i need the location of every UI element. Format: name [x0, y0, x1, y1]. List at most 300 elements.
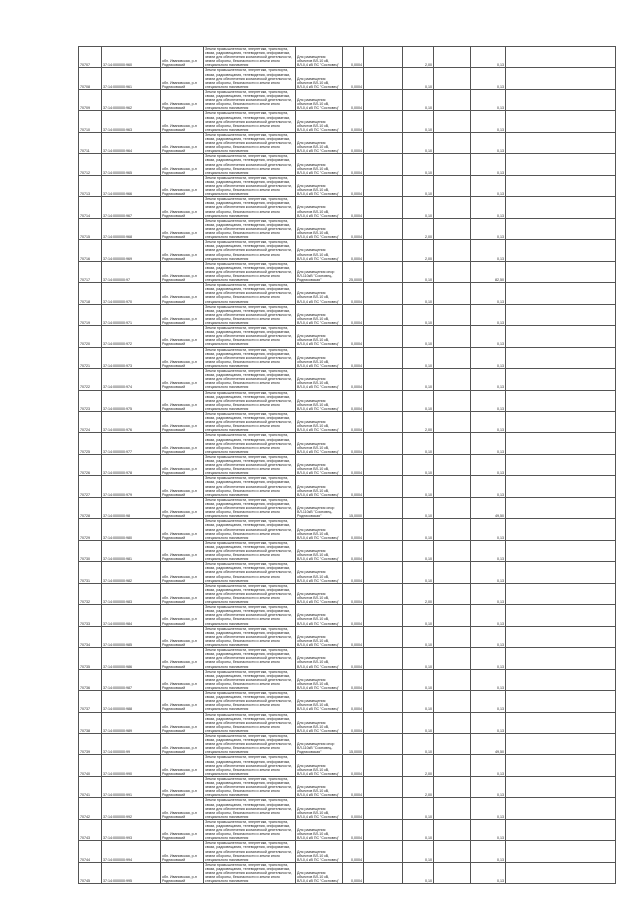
empty-cell — [364, 798, 403, 819]
land-category-cell: Земли промышленности, энергетики, транспорта, связи, радиовещания, телевидения, информатики, земли для обеспечения космической деятельности, земли обороны, безопасности и земли иного специального назначения — [204, 390, 296, 411]
row-number: 70730 — [79, 540, 102, 561]
table-row — [79, 583, 616, 604]
row-number: 70735 — [79, 648, 102, 669]
amount-cell: 0,13 — [471, 583, 506, 604]
address-cell: обл. Ивановская, р-н Родниковский — [161, 154, 204, 175]
empty-cell — [434, 819, 471, 840]
amount-cell: 0,13 — [471, 841, 506, 862]
amount-cell: 0,13 — [471, 154, 506, 175]
empty-cell — [506, 197, 616, 218]
land-category-cell: Земли промышленности, энергетики, транспорта, связи, радиовещания, телевидения, информатики, земли для обеспечения космической деятельности, земли обороны, безопасности и земли иного специального назначения — [204, 154, 296, 175]
price-cell: 0,10 — [403, 175, 434, 196]
empty-cell — [506, 304, 616, 325]
row-number: 70721 — [79, 347, 102, 368]
empty-cell — [364, 283, 403, 304]
row-number: 70724 — [79, 411, 102, 432]
land-category-cell: Земли промышленности, энергетики, транспорта, связи, радиовещания, телевидения, информатики, земли для обеспечения космической деятельности, земли обороны, безопасности и земли иного специального назначения — [204, 583, 296, 604]
price-cell: 0,10 — [403, 89, 434, 110]
empty-cell — [364, 154, 403, 175]
cadastral-number: 37:14:000000:988 — [102, 691, 161, 712]
cadastral-number: 37:14:000000:965 — [102, 154, 161, 175]
area-cell: 0,0004 — [343, 111, 364, 132]
address-cell: обл. Ивановская, р-н Родниковский — [161, 369, 204, 390]
empty-cell — [364, 390, 403, 411]
amount-cell: 0,13 — [471, 605, 506, 626]
table-row — [79, 562, 616, 583]
cadastral-number: 37:14:000000:962 — [102, 89, 161, 110]
cadastral-number: 37:14:000000:98 — [102, 497, 161, 518]
address-cell: обл. Ивановская, р-н Родниковский — [161, 691, 204, 712]
table-row — [79, 197, 616, 218]
area-cell: 0,0004 — [343, 519, 364, 540]
area-cell: 0,0004 — [343, 540, 364, 561]
permitted-use-cell: Для размещения объектов ВЛ-10 кВ, ВЛ-0,4 кВ ПС "Сосновец" — [296, 454, 343, 475]
land-category-cell: Земли промышленности, энергетики, транспорта, связи, радиовещания, телевидения, информатики, земли для обеспечения космической деятельности, земли обороны, безопасности и земли иного специального назначения — [204, 734, 296, 755]
permitted-use-cell: Для размещения объектов ВЛ-10 кВ, ВЛ-0,4 кВ ПС "Сосновец" — [296, 283, 343, 304]
row-number: 70707 — [79, 47, 102, 68]
row-number: 70731 — [79, 562, 102, 583]
empty-cell — [364, 68, 403, 89]
amount-cell: 0,13 — [471, 390, 506, 411]
empty-cell — [364, 776, 403, 797]
empty-cell — [506, 175, 616, 196]
permitted-use-cell: Для размещения объектов ВЛ-10 кВ, ВЛ-0,4 кВ ПС "Сосновец" — [296, 519, 343, 540]
address-cell: обл. Ивановская, р-н Родниковский — [161, 476, 204, 497]
empty-cell — [506, 132, 616, 153]
row-number: 70743 — [79, 819, 102, 840]
row-number: 70723 — [79, 390, 102, 411]
empty-cell — [364, 433, 403, 454]
amount-cell: 0,13 — [471, 540, 506, 561]
empty-cell — [434, 669, 471, 690]
address-cell: обл. Ивановская, р-н Родниковский — [161, 583, 204, 604]
table-row — [79, 691, 616, 712]
empty-cell — [506, 776, 616, 797]
empty-cell — [506, 626, 616, 647]
cadastral-number: 37:14:000000:961 — [102, 68, 161, 89]
price-cell: 0,10 — [403, 197, 434, 218]
row-number: 70729 — [79, 519, 102, 540]
amount-cell: 0,13 — [471, 691, 506, 712]
amount-cell: 0,13 — [471, 712, 506, 733]
amount-cell: 0,13 — [471, 47, 506, 68]
amount-cell: 0,13 — [471, 369, 506, 390]
permitted-use-cell: Для размещения объектов ВЛ-10 кВ, ВЛ-0,4 кВ ПС "Сосновец" — [296, 89, 343, 110]
area-cell: 0,0004 — [343, 132, 364, 153]
price-cell: 0,10 — [403, 304, 434, 325]
permitted-use-cell: Для размещения объектов ВЛ-10 кВ, ВЛ-0,4 кВ ПС "Сосновец" — [296, 562, 343, 583]
empty-cell — [434, 240, 471, 261]
address-cell: обл. Ивановская, р-н Родниковский — [161, 261, 204, 282]
cadastral-number: 37:14:000000:981 — [102, 540, 161, 561]
table-row — [79, 540, 616, 561]
permitted-use-cell: Для размещения объектов ВЛ-10 кВ, ВЛ-0,4 кВ ПС "Сосновец" — [296, 47, 343, 68]
land-category-cell: Земли промышленности, энергетики, транспорта, связи, радиовещания, телевидения, информатики, земли для обеспечения космической деятельности, земли обороны, безопасности и земли иного специального назначения — [204, 89, 296, 110]
table-row — [79, 283, 616, 304]
address-cell: обл. Ивановская, р-н Родниковский — [161, 283, 204, 304]
address-cell: обл. Ивановская, р-н Родниковский — [161, 626, 204, 647]
empty-cell — [364, 626, 403, 647]
row-number: 70734 — [79, 626, 102, 647]
amount-cell: 0,13 — [471, 218, 506, 239]
permitted-use-cell: Для размещения объектов ВЛ-10 кВ, ВЛ-0,4 кВ ПС "Сосновец" — [296, 411, 343, 432]
amount-cell: 0,13 — [471, 626, 506, 647]
empty-cell — [506, 326, 616, 347]
cadastral-number: 37:14:000000:968 — [102, 218, 161, 239]
empty-cell — [434, 626, 471, 647]
cadastral-number: 37:14:000000:970 — [102, 283, 161, 304]
area-cell: 0,0004 — [343, 175, 364, 196]
empty-cell — [506, 755, 616, 776]
area-cell: 0,0004 — [343, 454, 364, 475]
table-row — [79, 776, 616, 797]
cadastral-number: 37:14:000000:995 — [102, 862, 161, 883]
empty-cell — [434, 111, 471, 132]
amount-cell: 0,13 — [471, 175, 506, 196]
land-category-cell: Земли промышленности, энергетики, транспорта, связи, радиовещания, телевидения, информатики, земли для обеспечения космической деятельности, земли обороны, безопасности и земли иного специального назначения — [204, 111, 296, 132]
land-category-cell: Земли промышленности, энергетики, транспорта, связи, радиовещания, телевидения, информатики, земли для обеспечения космической деятельности, земли обороны, безопасности и земли иного специального назначения — [204, 454, 296, 475]
row-number: 70709 — [79, 89, 102, 110]
empty-cell — [364, 669, 403, 690]
table-row — [79, 755, 616, 776]
permitted-use-cell: Для размещения опор ВЛ-110кВ "Сосновец-Родниковская" — [296, 734, 343, 755]
price-cell: 0,10 — [403, 605, 434, 626]
address-cell: обл. Ивановская, р-н Родниковский — [161, 605, 204, 626]
permitted-use-cell: Для размещения объектов ВЛ-10 кВ, ВЛ-0,4 кВ ПС "Сосновец" — [296, 476, 343, 497]
row-number: 70745 — [79, 862, 102, 883]
land-category-cell: Земли промышленности, энергетики, транспорта, связи, радиовещания, телевидения, информатики, земли для обеспечения космической деятельности, земли обороны, безопасности и земли иного специального назначения — [204, 68, 296, 89]
cadastral-number: 37:14:000000:963 — [102, 111, 161, 132]
row-number: 70718 — [79, 283, 102, 304]
table-row — [79, 89, 616, 110]
address-cell: обл. Ивановская, р-н Родниковский — [161, 304, 204, 325]
address-cell: обл. Ивановская, р-н Родниковский — [161, 326, 204, 347]
cadastral-number: 37:14:000000:960 — [102, 47, 161, 68]
empty-cell — [506, 583, 616, 604]
land-category-cell: Земли промышленности, энергетики, транспорта, связи, радиовещания, телевидения, информатики, земли для обеспечения космической деятельности, земли обороны, безопасности и земли иного специального назначения — [204, 776, 296, 797]
price-cell: 0,10 — [403, 497, 434, 518]
area-cell: 0,0004 — [343, 583, 364, 604]
empty-cell — [364, 819, 403, 840]
table-row — [79, 154, 616, 175]
row-number: 70740 — [79, 755, 102, 776]
permitted-use-cell: Для размещения объектов ВЛ-10 кВ, ВЛ-0,4 кВ ПС "Сосновец" — [296, 326, 343, 347]
cadastral-number: 37:14:000000:964 — [102, 132, 161, 153]
amount-cell: 0,13 — [471, 304, 506, 325]
address-cell: обл. Ивановская, р-н Родниковский — [161, 734, 204, 755]
price-cell: 0,10 — [403, 68, 434, 89]
empty-cell — [434, 89, 471, 110]
table-row — [79, 68, 616, 89]
empty-cell — [506, 540, 616, 561]
empty-cell — [506, 154, 616, 175]
address-cell: обл. Ивановская, р-н Родниковский — [161, 111, 204, 132]
cadastral-number: 37:14:000000:99 — [102, 734, 161, 755]
row-number: 70710 — [79, 111, 102, 132]
table-row — [79, 433, 616, 454]
row-number: 70715 — [79, 218, 102, 239]
cadastral-number: 37:14:000000:969 — [102, 240, 161, 261]
empty-cell — [434, 841, 471, 862]
amount-cell: 0,13 — [471, 132, 506, 153]
land-category-cell: Земли промышленности, энергетики, транспорта, связи, радиовещания, телевидения, информатики, земли для обеспечения космической деятельности, земли обороны, безопасности и земли иного специального назначения — [204, 648, 296, 669]
empty-cell — [434, 218, 471, 239]
table-row — [79, 605, 616, 626]
address-cell: обл. Ивановская, р-н Родниковский — [161, 347, 204, 368]
empty-cell — [364, 562, 403, 583]
area-cell: 0,0004 — [343, 68, 364, 89]
land-category-cell: Земли промышленности, энергетики, транспорта, связи, радиовещания, телевидения, информатики, земли для обеспечения космической деятельности, земли обороны, безопасности и земли иного специального назначения — [204, 819, 296, 840]
land-category-cell: Земли промышленности, энергетики, транспорта, связи, радиовещания, телевидения, информатики, земли для обеспечения космической деятельности, земли обороны, безопасности и земли иного специального назначения — [204, 240, 296, 261]
empty-cell — [364, 47, 403, 68]
permitted-use-cell: Для размещения объектов ВЛ-10 кВ, ВЛ-0,4 кВ ПС "Сосновец" — [296, 175, 343, 196]
table-row — [79, 304, 616, 325]
price-cell: 0,10 — [403, 626, 434, 647]
price-cell: 2,00 — [403, 776, 434, 797]
land-category-cell: Земли промышленности, энергетики, транспорта, связи, радиовещания, телевидения, информатики, земли для обеспечения космической деятельности, земли обороны, безопасности и земли иного специального назначения — [204, 862, 296, 883]
empty-cell — [506, 68, 616, 89]
address-cell: обл. Ивановская, р-н Родниковский — [161, 755, 204, 776]
empty-cell — [434, 476, 471, 497]
cadastral-number: 37:14:000000:966 — [102, 175, 161, 196]
address-cell: обл. Ивановская, р-н Родниковский — [161, 218, 204, 239]
price-cell: 0,10 — [403, 819, 434, 840]
empty-cell — [506, 519, 616, 540]
cadastral-number: 37:14:000000:992 — [102, 798, 161, 819]
amount-cell: 49,50 — [471, 497, 506, 518]
amount-cell: 0,13 — [471, 648, 506, 669]
area-cell: 0,0004 — [343, 197, 364, 218]
empty-cell — [506, 712, 616, 733]
empty-cell — [506, 648, 616, 669]
land-category-cell: Земли промышленности, энергетики, транспорта, связи, радиовещания, телевидения, информатики, земли для обеспечения космической деятельности, земли обороны, безопасности и земли иного специального назначения — [204, 261, 296, 282]
amount-cell: 0,13 — [471, 197, 506, 218]
area-cell: 0,0004 — [343, 433, 364, 454]
amount-cell: 0,13 — [471, 798, 506, 819]
empty-cell — [434, 862, 471, 883]
price-cell: 2,00 — [403, 755, 434, 776]
address-cell: обл. Ивановская, р-н Родниковский — [161, 862, 204, 883]
address-cell: обл. Ивановская, р-н Родниковский — [161, 497, 204, 518]
land-category-cell: Земли промышленности, энергетики, транспорта, связи, радиовещания, телевидения, информатики, земли для обеспечения космической деятельности, земли обороны, безопасности и земли иного специального назначения — [204, 218, 296, 239]
table-row — [79, 454, 616, 475]
empty-cell — [434, 454, 471, 475]
land-category-cell: Земли промышленности, энергетики, транспорта, связи, радиовещания, телевидения, информатики, земли для обеспечения космической деятельности, земли обороны, безопасности и земли иного специального назначения — [204, 540, 296, 561]
row-number: 70744 — [79, 841, 102, 862]
cadastral-number: 37:14:000000:976 — [102, 411, 161, 432]
cadastral-number: 37:14:000000:974 — [102, 369, 161, 390]
area-cell: 0,0004 — [343, 326, 364, 347]
area-cell: 0,0004 — [343, 347, 364, 368]
empty-cell — [364, 89, 403, 110]
table-row — [79, 175, 616, 196]
row-number: 70708 — [79, 68, 102, 89]
table-row — [79, 862, 616, 883]
area-cell: 0,0004 — [343, 819, 364, 840]
address-cell: обл. Ивановская, р-н Родниковский — [161, 776, 204, 797]
table-row — [79, 411, 616, 432]
row-number: 70717 — [79, 261, 102, 282]
land-category-cell: Земли промышленности, энергетики, транспорта, связи, радиовещания, телевидения, информатики, земли для обеспечения космической деятельности, земли обороны, безопасности и земли иного специального назначения — [204, 347, 296, 368]
empty-cell — [364, 132, 403, 153]
empty-cell — [506, 562, 616, 583]
table-row — [79, 132, 616, 153]
permitted-use-cell: Для размещения объектов ВЛ-10 кВ, ВЛ-0,4 кВ ПС "Сосновец" — [296, 433, 343, 454]
empty-cell — [434, 283, 471, 304]
permitted-use-cell: Для размещения объектов ВЛ-10 кВ, ВЛ-0,4 кВ ПС "Сосновец" — [296, 712, 343, 733]
cadastral-number: 37:14:000000:982 — [102, 562, 161, 583]
empty-cell — [506, 734, 616, 755]
permitted-use-cell: Для размещения объектов ВЛ-10 кВ, ВЛ-0,4 кВ ПС "Сосновец" — [296, 798, 343, 819]
amount-cell: 0,13 — [471, 326, 506, 347]
area-cell: 0,0004 — [343, 605, 364, 626]
permitted-use-cell: Для размещения объектов ВЛ-10 кВ, ВЛ-0,4 кВ ПС "Сосновец" — [296, 648, 343, 669]
permitted-use-cell: Для размещения объектов ВЛ-10 кВ, ВЛ-0,4 кВ ПС "Сосновец" — [296, 605, 343, 626]
table-row — [79, 626, 616, 647]
row-number: 70741 — [79, 776, 102, 797]
cadastral-number: 37:14:000000:97 — [102, 261, 161, 282]
table-row — [79, 648, 616, 669]
empty-cell — [434, 326, 471, 347]
empty-cell — [364, 734, 403, 755]
cadastral-number: 37:14:000000:972 — [102, 326, 161, 347]
empty-cell — [506, 218, 616, 239]
address-cell: обл. Ивановская, р-н Родниковский — [161, 540, 204, 561]
empty-cell — [364, 326, 403, 347]
permitted-use-cell: Для размещения объектов ВЛ-10 кВ, ВЛ-0,4 кВ ПС "Сосновец" — [296, 862, 343, 883]
land-category-cell: Земли промышленности, энергетики, транспорта, связи, радиовещания, телевидения, информатики, земли для обеспечения космической деятельности, земли обороны, безопасности и земли иного специального назначения — [204, 626, 296, 647]
cadastral-number: 37:14:000000:977 — [102, 433, 161, 454]
land-category-cell: Земли промышленности, энергетики, транспорта, связи, радиовещания, телевидения, информатики, земли для обеспечения космической деятельности, земли обороны, безопасности и земли иного специального назначения — [204, 519, 296, 540]
area-cell: 0,0004 — [343, 712, 364, 733]
empty-cell — [434, 47, 471, 68]
empty-cell — [434, 540, 471, 561]
cadastral-number: 37:14:000000:978 — [102, 454, 161, 475]
cadastral-number: 37:14:000000:975 — [102, 390, 161, 411]
area-cell: 0,0004 — [343, 369, 364, 390]
area-cell: 0,0004 — [343, 862, 364, 883]
empty-cell — [506, 89, 616, 110]
permitted-use-cell: Для размещения объектов ВЛ-10 кВ, ВЛ-0,4 кВ ПС "Сосновец" — [296, 218, 343, 239]
amount-cell: 0,13 — [471, 819, 506, 840]
empty-cell — [364, 862, 403, 883]
empty-cell — [434, 390, 471, 411]
amount-cell: 0,13 — [471, 411, 506, 432]
land-category-cell: Земли промышленности, энергетики, транспорта, связи, радиовещания, телевидения, информатики, земли для обеспечения космической деятельности, земли обороны, безопасности и земли иного специального назначения — [204, 433, 296, 454]
land-category-cell: Земли промышленности, энергетики, транспорта, связи, радиовещания, телевидения, информатики, земли для обеспечения космической деятельности, земли обороны, безопасности и земли иного специального назначения — [204, 755, 296, 776]
price-cell: 0,10 — [403, 326, 434, 347]
price-cell: 0,10 — [403, 648, 434, 669]
table-body — [79, 47, 616, 884]
cadastral-number: 37:14:000000:967 — [102, 197, 161, 218]
amount-cell: 0,13 — [471, 347, 506, 368]
land-category-cell: Земли промышленности, энергетики, транспорта, связи, радиовещания, телевидения, информатики, земли для обеспечения космической деятельности, земли обороны, безопасности и земли иного специального назначения — [204, 369, 296, 390]
empty-cell — [364, 261, 403, 282]
price-cell: 0,10 — [403, 862, 434, 883]
cadastral-number: 37:14:000000:973 — [102, 347, 161, 368]
land-category-cell: Земли промышленности, энергетики, транспорта, связи, радиовещания, телевидения, информатики, земли для обеспечения космической деятельности, земли обороны, безопасности и земли иного специального назначения — [204, 691, 296, 712]
price-cell: 2,00 — [403, 240, 434, 261]
cadastral-number: 37:14:000000:986 — [102, 648, 161, 669]
amount-cell: 0,13 — [471, 562, 506, 583]
table-row — [79, 347, 616, 368]
address-cell: обл. Ивановская, р-н Родниковский — [161, 175, 204, 196]
price-cell: 0,10 — [403, 798, 434, 819]
address-cell: обл. Ивановская, р-н Родниковский — [161, 390, 204, 411]
empty-cell — [434, 68, 471, 89]
land-category-cell: Земли промышленности, энергетики, транспорта, связи, радиовещания, телевидения, информатики, земли для обеспечения космической деятельности, земли обороны, безопасности и земли иного специального назначения — [204, 712, 296, 733]
land-category-cell: Земли промышленности, энергетики, транспорта, связи, радиовещания, телевидения, информатики, земли для обеспечения космической деятельности, земли обороны, безопасности и земли иного специального назначения — [204, 411, 296, 432]
empty-cell — [506, 111, 616, 132]
address-cell: обл. Ивановская, р-н Родниковский — [161, 798, 204, 819]
table-row — [79, 819, 616, 840]
area-cell: 0,0004 — [343, 648, 364, 669]
amount-cell: 0,13 — [471, 755, 506, 776]
area-cell: 0,0004 — [343, 755, 364, 776]
empty-cell — [434, 648, 471, 669]
area-cell: 0,0004 — [343, 669, 364, 690]
row-number: 70713 — [79, 175, 102, 196]
cadastral-number: 37:14:000000:993 — [102, 819, 161, 840]
price-cell: 2,00 — [403, 411, 434, 432]
permitted-use-cell: Для размещения объектов ВЛ-10 кВ, ВЛ-0,4 кВ ПС "Сосновец" — [296, 755, 343, 776]
row-number: 70738 — [79, 712, 102, 733]
empty-cell — [434, 175, 471, 196]
cadastral-number: 37:14:000000:991 — [102, 776, 161, 797]
address-cell: обл. Ивановская, р-н Родниковский — [161, 648, 204, 669]
table-row — [79, 261, 616, 282]
table-row — [79, 47, 616, 68]
permitted-use-cell: Для размещения объектов ВЛ-10 кВ, ВЛ-0,4 кВ ПС "Сосновец" — [296, 68, 343, 89]
empty-cell — [364, 476, 403, 497]
area-cell: 0,0004 — [343, 390, 364, 411]
table-row — [79, 497, 616, 518]
empty-cell — [434, 712, 471, 733]
area-cell: 0,0004 — [343, 304, 364, 325]
price-cell: 0,10 — [403, 841, 434, 862]
amount-cell: 0,13 — [471, 240, 506, 261]
price-cell: 0,10 — [403, 454, 434, 475]
empty-cell — [434, 304, 471, 325]
permitted-use-cell: Для размещения объектов ВЛ-10 кВ, ВЛ-0,4 кВ ПС "Сосновец" — [296, 390, 343, 411]
area-cell: 0,0004 — [343, 798, 364, 819]
empty-cell — [434, 583, 471, 604]
empty-cell — [364, 583, 403, 604]
empty-cell — [506, 841, 616, 862]
amount-cell: 0,13 — [471, 283, 506, 304]
area-cell: 25,0000 — [343, 261, 364, 282]
empty-cell — [364, 197, 403, 218]
empty-cell — [506, 240, 616, 261]
empty-cell — [434, 755, 471, 776]
empty-cell — [434, 433, 471, 454]
empty-cell — [506, 497, 616, 518]
area-cell: 0,0004 — [343, 218, 364, 239]
amount-cell: 82,50 — [471, 261, 506, 282]
area-cell: 0,0004 — [343, 240, 364, 261]
empty-cell — [364, 605, 403, 626]
empty-cell — [434, 197, 471, 218]
area-cell: 0,0004 — [343, 47, 364, 68]
empty-cell — [364, 369, 403, 390]
empty-cell — [364, 497, 403, 518]
price-cell: 2,00 — [403, 583, 434, 604]
row-number: 70720 — [79, 326, 102, 347]
cadastral-number: 37:14:000000:990 — [102, 755, 161, 776]
address-cell: обл. Ивановская, р-н Родниковский — [161, 240, 204, 261]
empty-cell — [434, 261, 471, 282]
table-row — [79, 390, 616, 411]
